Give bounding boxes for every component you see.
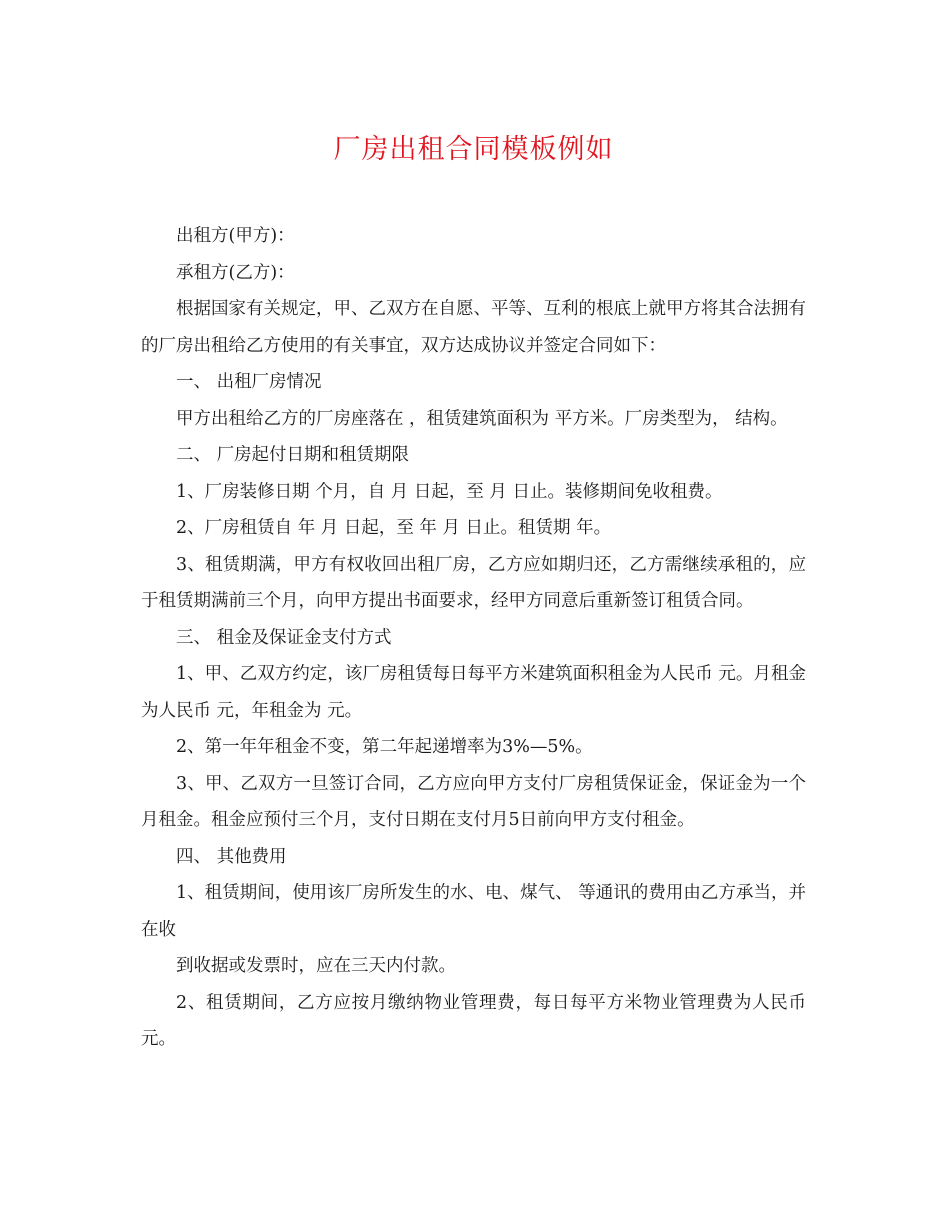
paragraph-lessor: 出租方(甲方)： (176, 226, 295, 246)
clause-3-3: 3、甲、乙双方一旦签订合同，乙方应向甲方支付厂房租赁保证金，保证金为一个月租金。租金应预付三个月，支付日期在支付月5日前向甲方支付租金。 (141, 773, 806, 830)
document-body (141, 218, 806, 1058)
clause-2-2: 2、厂房租赁自 年 月 日起，至 年 月 日止。租赁期 年。 (176, 518, 612, 538)
section-heading-1: 一、 出租厂房情况 (176, 372, 322, 392)
clause-2-3: 3、租赁期满，甲方有权收回出租厂房，乙方应如期归还，乙方需继续承租的，应于租赁期满前三个月，向甲方提出书面要求，经甲方同意后重新签订租赁合同。 (141, 554, 806, 611)
clause-4-1-continued: 到收据或发票时，应在三天内付款。 (176, 956, 456, 976)
clause-2-1: 1、厂房装修日期 个月，自 月 日起，至 月 日止。装修期间免收租费。 (176, 481, 723, 502)
section-heading-3: 三、 租金及保证金支付方式 (176, 627, 392, 648)
document-title: 厂房出租合同模板例如 (333, 134, 614, 165)
paragraph-lessee: 承租方(乙方)： (176, 262, 295, 283)
clause-3-2: 2、第一年年租金不变，第二年起递增率为3%—5%。 (176, 737, 593, 757)
paragraph-preamble: 根据国家有关规定，甲、乙双方在自愿、平等、互利的根底上就甲方将其合法拥有的厂房出租给乙方使用的有关事宜，双方达成协议并签定合同如下： (141, 299, 806, 356)
clause-4-2: 2、租赁期间，乙方应按月缴纳物业管理费，每日每平方米物业管理费为人民币 元。 (141, 992, 806, 1049)
clause-4-1: 1、租赁期间，使用该厂房所发生的水、电、煤气、 等通讯的费用由乙方承当，并在收 (141, 883, 806, 940)
paragraph-factory-details: 甲方出租给乙方的厂房座落在 ，租赁建筑面积为 平方米。厂房类型为， 结构。 (176, 408, 788, 429)
clause-3-1: 1、甲、乙双方约定，该厂房租赁每日每平方米建筑面积租金为人民币 元。月租金为人民币 元，年租金为 元。 (141, 664, 806, 721)
section-heading-4: 四、 其他费用 (176, 846, 287, 867)
section-heading-2: 二、 厂房起付日期和租赁期限 (176, 445, 410, 465)
